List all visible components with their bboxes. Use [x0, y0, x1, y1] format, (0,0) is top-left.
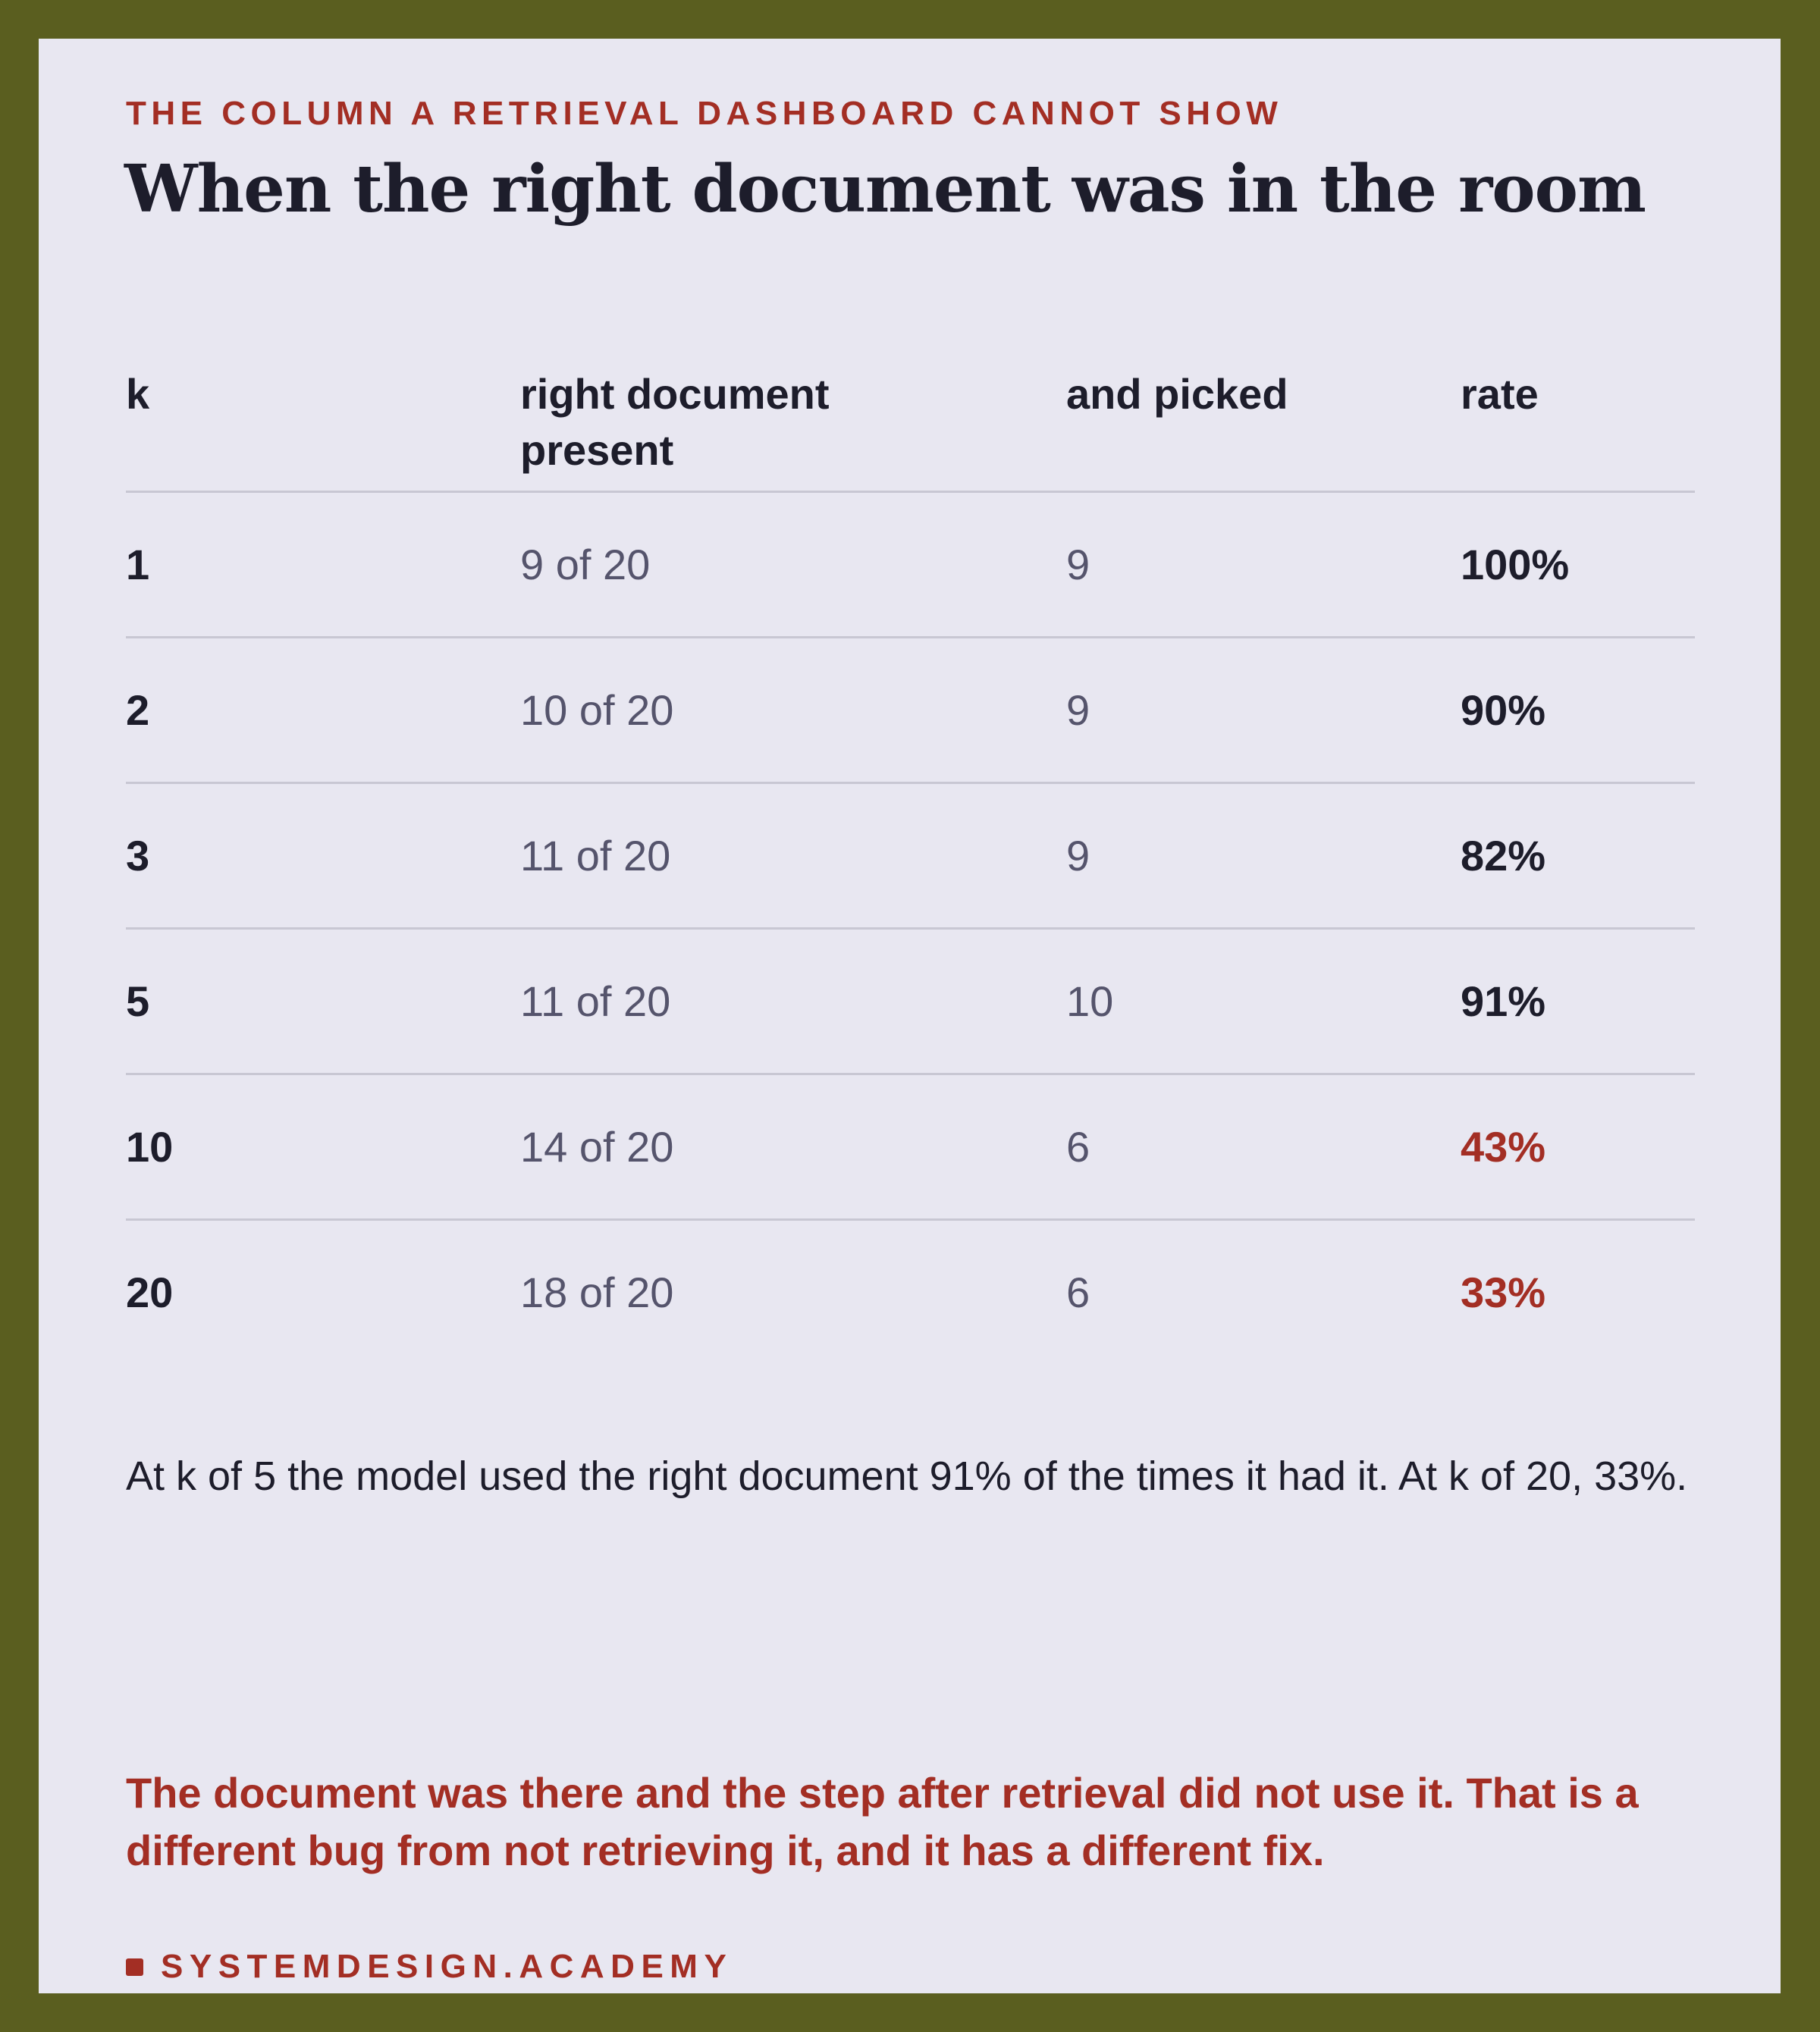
retrieval-table: [126, 366, 1695, 1364]
cell-rate: 91%: [1461, 929, 1695, 1074]
cell-k: 20: [126, 1268, 174, 1316]
header-k: k: [126, 366, 520, 492]
cell-k: 3: [126, 783, 520, 929]
cell-k: 2: [126, 638, 520, 783]
cell-k: 1: [126, 492, 520, 638]
table-row: [126, 492, 1695, 638]
header-present-label: right document present: [520, 370, 830, 474]
cell-rate: 100%: [1461, 492, 1695, 638]
cell-rate: 82%: [1461, 783, 1695, 929]
cell-picked: 9: [1066, 783, 1461, 929]
cell-present: 9 of 20: [520, 492, 1066, 638]
cell-k: 5: [126, 929, 520, 1074]
cell-present: 11 of 20: [520, 929, 1066, 1074]
cell-rate: 43%: [1461, 1074, 1695, 1220]
table-row: [126, 1220, 1695, 1365]
cell-rate: 90%: [1461, 638, 1695, 783]
header-present: [520, 366, 1066, 492]
summary-note: At k of 5 the model used the right document 91% of the times it had it. At k of 20, 33%.: [126, 1453, 1688, 1499]
brand: [126, 1948, 733, 1986]
header-picked: and picked: [1066, 366, 1461, 492]
eyebrow-label: THE COLUMN A RETRIEVAL DASHBOARD CANNOT SHOW: [126, 95, 1283, 132]
card: [39, 39, 1781, 1993]
table-row: [126, 783, 1695, 929]
page-title: When the right document was in the room: [124, 151, 1646, 227]
table-row: [126, 929, 1695, 1074]
cell-picked: 10: [1066, 929, 1461, 1074]
table-header-row: [126, 366, 1695, 492]
cell-picked: 6: [1066, 1268, 1090, 1316]
cell-picked: 9: [1066, 492, 1461, 638]
cell-present: 10 of 20: [520, 638, 1066, 783]
cell-picked: 9: [1066, 638, 1461, 783]
table-row: [126, 638, 1695, 783]
brand-label: SYSTEMDESIGN.ACADEMY: [161, 1948, 733, 1985]
cell-k: 10: [126, 1074, 520, 1220]
callout-text: The document was there and the step after retrieval did not use it. That is a different bug from not retrieving it, and it has a different fix.: [126, 1769, 1639, 1874]
table-row: [126, 1074, 1695, 1220]
cell-rate: 33%: [1461, 1268, 1546, 1316]
brand-square-icon: [126, 1958, 143, 1976]
cell-picked: 6: [1066, 1074, 1461, 1220]
cell-present: 14 of 20: [520, 1074, 1066, 1220]
header-rate: rate: [1461, 366, 1695, 492]
cell-present: 18 of 20: [520, 1268, 674, 1316]
cell-present: 11 of 20: [520, 783, 1066, 929]
